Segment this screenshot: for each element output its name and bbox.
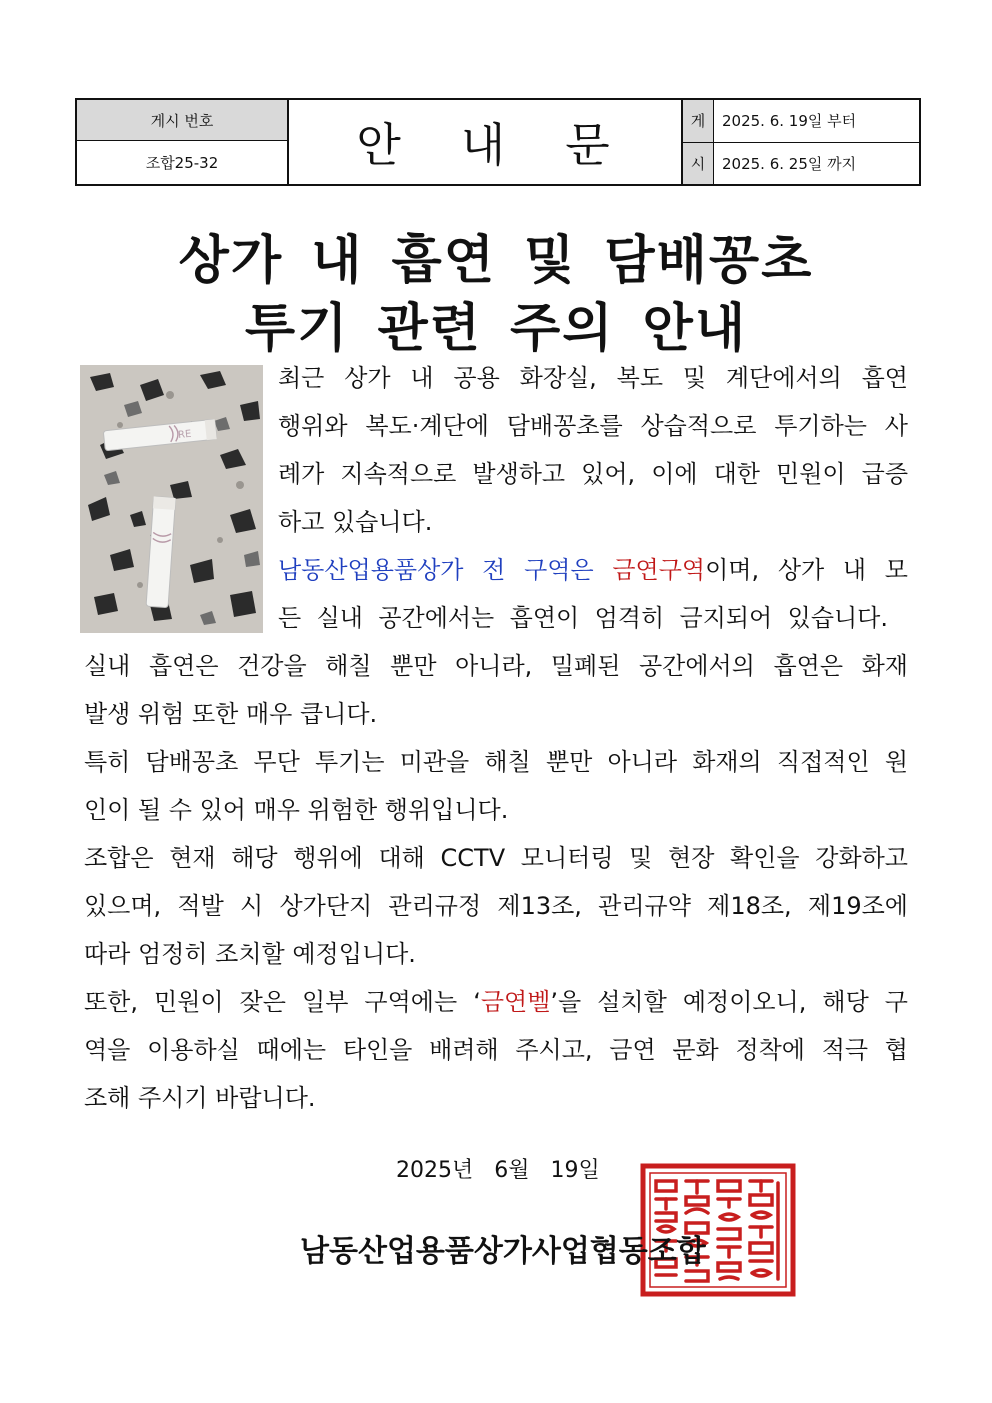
no-smoking-zone-line xyxy=(278,555,908,585)
body-text-line: 발생 위험 또한 매우 큽니다. xyxy=(84,700,378,728)
body-text-line: 최근 상가 내 공용 화장실, 복도 및 계단에서의 흡연 xyxy=(278,364,908,392)
body-text-line: 든 실내 공간에서는 흡연이 엄격히 금지되어 있습니다. xyxy=(278,604,888,632)
body-text-line: 조합은 현재 해당 행위에 대해 CCTV 모니터링 및 현장 확인을 강화하고 xyxy=(84,844,908,872)
cigarette-butts-photo xyxy=(80,365,263,633)
posting-period-label xyxy=(683,100,714,184)
body-text-line: 인이 될 수 있어 매우 위험한 행위입니다. xyxy=(84,796,509,824)
doc-title-char: 내 xyxy=(460,118,510,172)
body-text-line: 하고 있습니다. xyxy=(278,508,433,536)
document-type-title xyxy=(289,100,683,184)
issue-date: 2025년 6월 19일 xyxy=(396,1158,600,1183)
body-text-line: 조해 주시기 바랍니다. xyxy=(84,1084,316,1112)
post-number-label: 게시 번호 xyxy=(77,100,287,141)
body-text-line: 따라 엄정히 조치할 예정입니다. xyxy=(84,940,416,968)
posting-label-1: 게 xyxy=(683,100,713,143)
body-text-line: 례가 지속적으로 발생하고 있어, 이에 대한 민원이 급증 xyxy=(278,460,908,488)
body-text-segment: 이며, 상가 내 모 xyxy=(705,556,908,584)
body-text-line: 있으며, 적발 시 상가단지 관리규정 제13조, 관리규약 제18조, 제19조에 xyxy=(84,892,908,920)
posting-date-from: 2025. 6. 19일 부터 xyxy=(714,100,919,143)
post-number-value: 조합25-32 xyxy=(145,154,219,172)
terrazzo-photo-graphic xyxy=(80,365,263,633)
no-smoking-zone-highlight: 금연구역 xyxy=(612,556,706,584)
notice-title-line-2: 투기 관련 주의 안내 xyxy=(244,299,748,359)
notice-header-table xyxy=(75,98,921,186)
posting-period-dates xyxy=(714,100,919,184)
posting-date-to: 2025. 6. 25일 까지 xyxy=(722,154,857,173)
body-text-line: 역을 이용하실 때에는 타인을 배려해 주시고, 금연 문화 정착에 적극 협 xyxy=(84,1036,908,1064)
post-number-box xyxy=(77,100,289,184)
doc-title-char: 안 xyxy=(356,118,405,172)
cigarette-brand-text: RE xyxy=(177,428,192,442)
body-text-line: 특히 담배꽁초 무단 투기는 미관을 해칠 뿐만 아니라 화재의 직접적인 원 xyxy=(84,748,908,776)
body-text-line: 실내 흡연은 건강을 해칠 뿐만 아니라, 밀폐된 공간에서의 흡연은 화재 xyxy=(84,652,908,680)
posting-label-2: 시 xyxy=(690,154,706,173)
organization-name: 남동산업용품상가사업협동조합 xyxy=(300,1234,706,1269)
body-text-segment: ’을 설치할 예정이오니, 해당 구 xyxy=(550,988,908,1016)
body-text-segment: 또한, 민원이 잦은 일부 구역에는 ‘ xyxy=(84,988,481,1016)
doc-title-char: 문 xyxy=(565,118,614,172)
no-smoking-bell-line xyxy=(84,987,908,1017)
body-text-line: 행위와 복도·계단에 담배꽁초를 상습적으로 투기하는 사 xyxy=(278,412,908,440)
notice-title-line-1: 상가 내 흡연 및 담배꽁초 xyxy=(178,231,814,291)
no-smoking-bell-highlight: 금연벨 xyxy=(480,988,551,1016)
complex-name-highlight: 남동산업용품상가 전 구역은 xyxy=(278,556,613,584)
